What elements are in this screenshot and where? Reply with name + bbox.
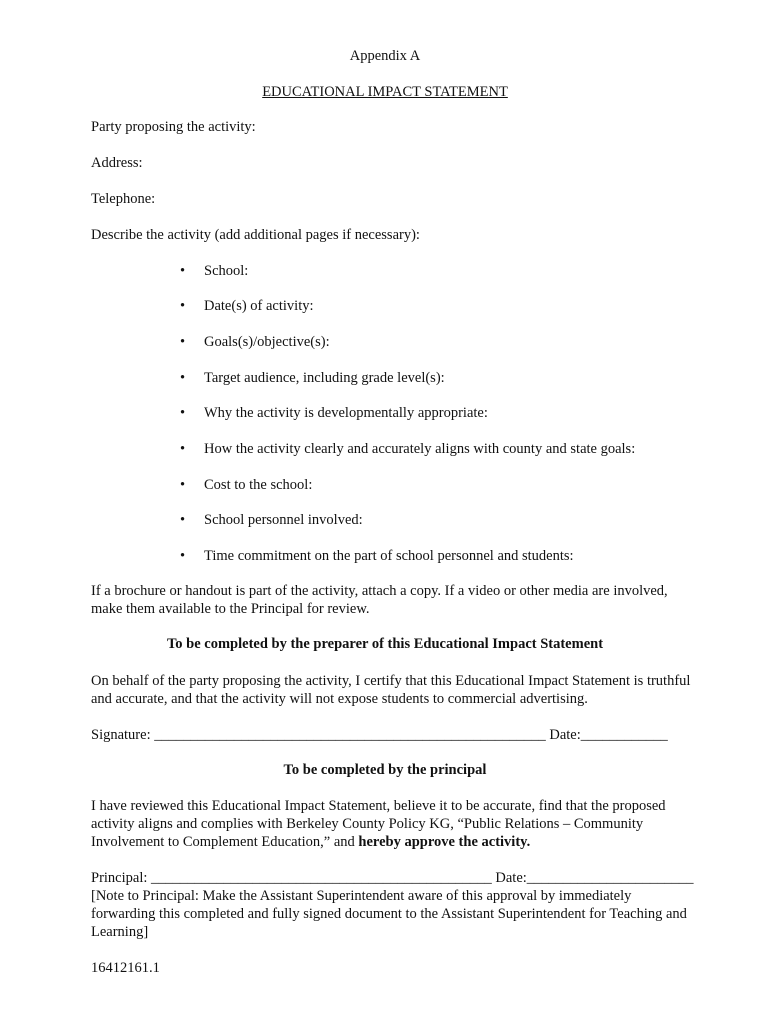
attachment-note-line-2: make them available to the Principal for review. xyxy=(91,601,370,617)
address-field-label: Address: xyxy=(91,155,143,171)
bullet-text-dates: Date(s) of activity: xyxy=(204,298,314,314)
bullet-icon: • xyxy=(180,334,186,350)
principal-review-line-2: activity aligns and complies with Berkeley County Policy KG, “Public Relations – Community xyxy=(91,816,644,832)
bullet-text-cost: Cost to the school: xyxy=(204,477,313,493)
telephone-field-label: Telephone: xyxy=(91,191,156,207)
bullet-icon: • xyxy=(180,512,186,528)
signature-date-line: Signature: ______________________________________________________ Date:____________ xyxy=(91,727,668,743)
bullet-icon: • xyxy=(180,548,186,564)
bullet-icon: • xyxy=(180,441,186,457)
bullet-text-alignment: How the activity clearly and accurately aligns with county and state goals: xyxy=(204,441,636,457)
principal-review-line-1: I have reviewed this Educational Impact Statement, believe it to be accurate, find that the proposed xyxy=(91,798,666,814)
bullet-icon: • xyxy=(180,370,186,386)
bullet-text-appropriate: Why the activity is developmentally appropriate: xyxy=(204,405,488,421)
bullet-text-school: School: xyxy=(204,263,249,279)
principal-review-line-3-text: Involvement to Complement Education,” and xyxy=(91,834,359,850)
bullet-text-personnel: School personnel involved: xyxy=(204,512,363,528)
bullet-text-audience: Target audience, including grade level(s): xyxy=(204,370,445,386)
bullet-icon: • xyxy=(180,405,186,421)
preparer-section-heading: To be completed by the preparer of this Educational Impact Statement xyxy=(166,636,604,652)
principal-date-line: Principal: _______________________________________________ Date:_______________________ xyxy=(91,870,694,886)
party-field-label: Party proposing the activity: xyxy=(91,119,256,135)
bullet-icon: • xyxy=(180,298,186,314)
principal-review-line-3 xyxy=(91,833,530,851)
bullet-text-goals: Goals(s)/objective(s): xyxy=(204,334,330,350)
principal-note-line-3: Learning] xyxy=(91,924,149,940)
principal-note-line-1: [Note to Principal: Make the Assistant Superintendent aware of this approval by immediately xyxy=(91,888,632,904)
principal-section-heading: To be completed by the principal xyxy=(283,762,487,778)
attachment-note-line-1: If a brochure or handout is part of the activity, attach a copy. If a video or other media are involved, xyxy=(91,583,668,599)
document-number: 16412161.1 xyxy=(91,960,160,976)
approval-phrase: hereby approve the activity. xyxy=(358,834,531,850)
principal-note-line-2: forwarding this completed and fully signed document to the Assistant Superintendent for Teaching and xyxy=(91,906,687,922)
bullet-icon: • xyxy=(180,263,186,279)
bullet-icon: • xyxy=(180,477,186,493)
bullet-text-time: Time commitment on the part of school personnel and students: xyxy=(204,548,574,564)
appendix-label: Appendix A xyxy=(349,48,421,64)
document-title: EDUCATIONAL IMPACT STATEMENT xyxy=(262,84,508,100)
preparer-certification-line-1: On behalf of the party proposing the activity, I certify that this Educational Impact Statement is truthful xyxy=(91,673,691,689)
describe-activity-label: Describe the activity (add additional pages if necessary): xyxy=(91,227,420,243)
preparer-certification-line-2: and accurate, and that the activity will not expose students to commercial advertising. xyxy=(91,691,588,707)
